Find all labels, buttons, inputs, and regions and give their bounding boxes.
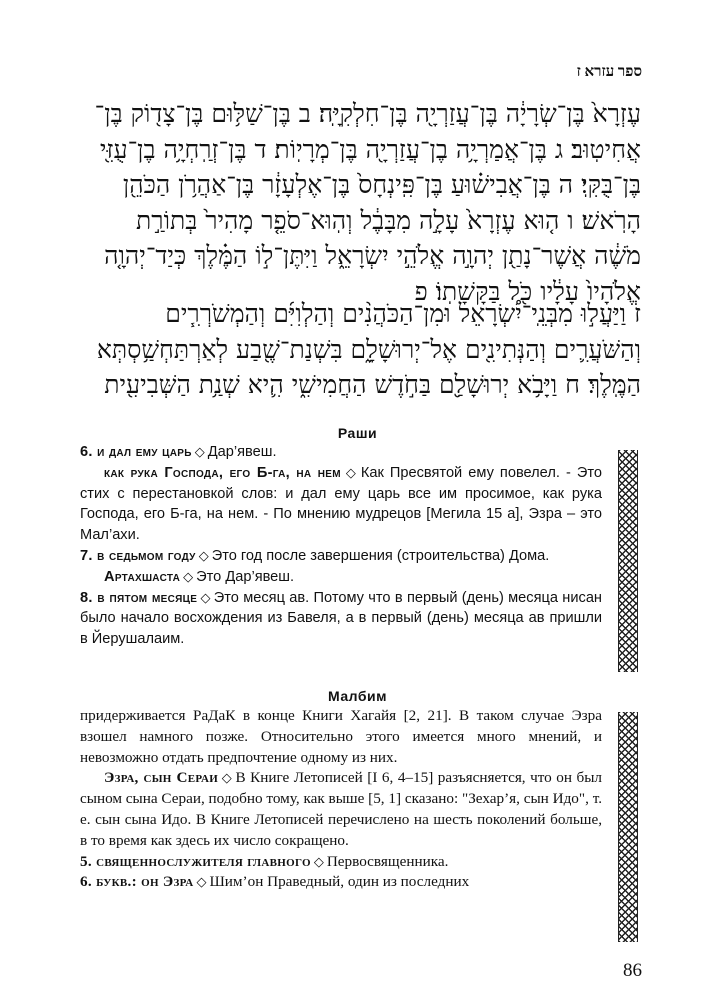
malbim-entry-3: 5. священнослужителя главного ◇ Первосвященника. xyxy=(80,852,449,870)
lemma: 6. и дал ему царь xyxy=(80,444,192,460)
lemma: 7. в седьмом году xyxy=(80,547,196,564)
hebrew-line: אֲחִיטֽוּב׃ ג בֶּן־אֲמַרְיָ֥ה בֶן־עֲזַרְיָ֖ה בֶּן־מְרָיֽוֹת׃ ד בֶּן־זְרַֽחְיָ֥ה בֶן־עֻזִּ֖י xyxy=(99,134,641,164)
hebrew-line: ז וַיַּעֲל֣וּ מִבְּנֵֽי־יִ֠שְׂרָאֵל וּמִן־הַכֹּהֲנִ֨ים וְהַלְוִיִּ֜ם וְהַמְשֹׁרְרִ֧ים xyxy=(165,299,641,328)
diamond-separator-icon: ◇ xyxy=(196,874,207,890)
lemma: как рука Господа, его Б-га, на нем xyxy=(104,464,341,481)
diamond-separator-icon: ◇ xyxy=(200,589,211,605)
diamond-separator-icon: ◇ xyxy=(313,853,324,869)
rashi-commentary xyxy=(80,442,602,650)
rashi-entry-2: как рука Господа, его Б-га, на нем ◇ Как Пресвятой ему повелел. - Это стих с перестановкой слов: и дал ему царь все им просимое, как рука Господа, его Б-га, на нем. - По мнению мудрецов [Мегила 15 а], Эзра – это Мал’ахи. xyxy=(80,464,602,544)
lemma: 6. букв.: он Эзра xyxy=(80,873,194,891)
hebrew-line: וְהַשֹּׁעֲרִ֛ים וְהַנְּתִינִ֖ים אֶל־יְרוּשָׁלִָ֑ם בִּשְׁנַת־שֶׁ֖בַע לְאַרְתַּחְשַׁ֥סְתְּא xyxy=(96,334,641,364)
hebrew-line: בֶּן־בֻּקִּֽי׃ ה בֶּן־אֲבִישׁ֗וּעַ בֶּן־פִּֽינְחָס֙ בֶּן־אֶלְעָזָ֔ר בֶּן־אַהֲרֹ֥ן הַכֹּהֵ֖ן xyxy=(122,170,641,199)
lemma: 5. священнослужителя главного xyxy=(80,852,311,870)
hebrew-line: עֶזְרָא֙ בֶּן־שְׂרָיָ֔ה בֶּן־עֲזַרְיָ֖ה בֶּן־חִלְקִיָּֽה׃ ב בֶּן־שַׁלּ֥וּם בֶּן־צָד֖וֹק בֶּן־ xyxy=(94,99,641,128)
rashi-entry-5: 8. в пятом месяце ◇ Это месяц ав. Потому что в первый (день) месяца нисан было начало восхождения из Бавеля, а в первый (день) месяца ав пришли в Йерушалаим. xyxy=(80,589,602,648)
malbim-paragraph: придерживается РаДаК в конце Книги Хагайя [2, 21]. В таком случае Эзра взошел намного позже. Относительно этого имеется много мнений, и невозможно отдать предпочтение одному из них. xyxy=(80,707,602,766)
diamond-separator-icon: ◇ xyxy=(198,547,209,563)
lemma: Артахшаста xyxy=(104,568,181,585)
hebrew-line: אֱלֹהָיו֙ עָלָ֔יו כֹּ֖ל בַּקָּשָׁתֽוֹ׃ פ xyxy=(414,276,641,306)
malbim-entry-2: Эзра, сын Сераи ◇ В Книге Летописей [I 6, 4–15] разъясняется, что он был сыном сына Сераи, подобно тому, как выше [5, 1] сказано: "Зехар’я, сын Идо", т. е. сын сына Идо. В Книге Летописей перечислено на шесть поколений больше, в то время как здесь их число сокращено. xyxy=(80,769,603,849)
diamond-separator-icon: ◇ xyxy=(221,770,233,786)
rashi-heading: Раши xyxy=(337,425,378,441)
lemma: Эзра, сын Сераи xyxy=(104,769,219,787)
hebrew-text-block-2 xyxy=(74,296,641,403)
malbim-heading: Малбим xyxy=(328,688,387,704)
rashi-entry-3: 7. в седьмом году ◇ Это год после завершения (строительства) Дома. xyxy=(80,547,550,564)
decorative-border-icon xyxy=(618,712,638,942)
diamond-separator-icon: ◇ xyxy=(194,444,205,459)
lemma: 8. в пятом месяце xyxy=(80,589,198,606)
decorative-border-icon xyxy=(618,450,638,672)
running-head: ספר עזרא ז xyxy=(576,64,642,80)
diamond-separator-icon: ◇ xyxy=(343,464,358,480)
hebrew-line: הַמֶּֽלֶךְ׃ ח וַיָּבֹ֥א יְרוּשָׁלִַ֖ם בַּחֹ֣דֶשׁ הַחֲמִישִׁ֑י הִ֛יא שְׁנַ֥ת הַשְּׁבִיעִ֖ית xyxy=(104,370,641,399)
hebrew-line: מֹשֶׁ֔ה אֲשֶׁר־נָתַ֖ן יְהוָ֣ה אֱלֹהֵ֣י יִשְׂרָאֵ֑ל וַיִּתֶּן־ל֣וֹ הַמֶּ֗לֶךְ כְּיַד־יְהוָ֤ה xyxy=(104,241,641,270)
malbim-entry-4: 6. букв.: он Эзра ◇ Шим’он Праведный, один из последних xyxy=(80,873,470,891)
rashi-entry-4: Артахшаста ◇ Это Дар’явеш. xyxy=(104,568,295,585)
diamond-separator-icon: ◇ xyxy=(183,568,194,584)
malbim-commentary xyxy=(80,706,602,893)
hebrew-text-block-1 xyxy=(74,96,641,309)
rashi-entry-1: 6. и дал ему царь ◇ Дар’явеш. xyxy=(80,444,277,460)
page-number: 86 xyxy=(623,960,642,981)
hebrew-line: הָרֹֽאשׁ׃ ו ה֤וּא עֶזְרָא֙ עָלָ֣ה מִבָּבֶ֔ל וְהֽוּא־סֹפֵ֤ר מָהִיר֙ בְּתוֹרַ֣ת xyxy=(136,205,641,235)
